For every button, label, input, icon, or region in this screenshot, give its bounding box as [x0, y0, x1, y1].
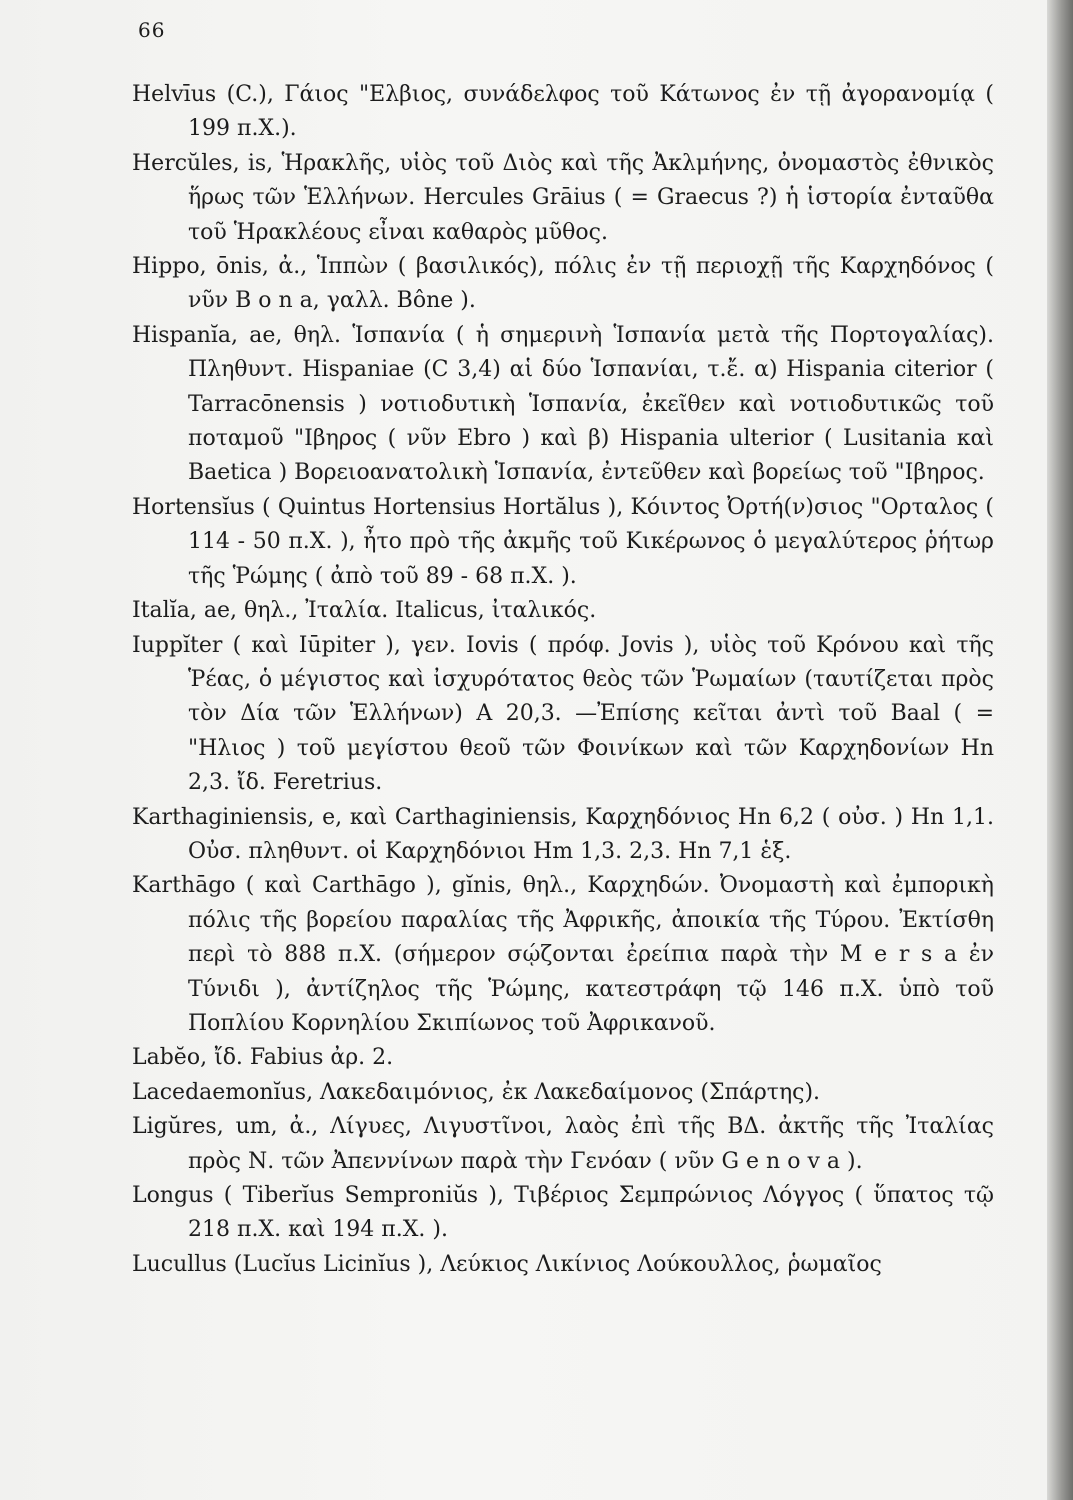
entry-karthaginiensis [132, 801, 994, 870]
entry-longus [132, 1179, 994, 1248]
entry-text: , ōnis, ἀ., Ἱππὼν ( βασιλικός), πόλις ἐν τῇ περιοχῇ τῆς Καρχηδόνος ( νῦν B o n a, γαλλ. Bône ). [188, 254, 994, 314]
entry-text: ( Quintus Hortensius Hortălus ), Κόιντος Ὀρτή(ν)σιος "Ορταλος ( 114 - 50 π.Χ. ), ἦτο πρὸ τῆς ἀκμῆς τοῦ Κικέρωνος ὁ μεγαλύτερος ῥήτωρ τῆς Ῥώμης ( ἀπὸ τοῦ 89 - 68 π.Χ. ). [188, 494, 994, 589]
entry-headword: Hippo [132, 254, 200, 280]
entry-hispania [132, 319, 994, 491]
glossary-entries [132, 78, 994, 1282]
entry-text: , is, Ἡρακλῆς, υἱὸς τοῦ Διὸς καὶ τῆς Ἀκλμήνης, ὀνομαστὸς ἐθνικὸς ἥρως τῶν Ἑλλήνων. Hercules Grāius ( = Graecus ?) ἡ ἱστορία ἐνταῦθα τοῦ Ἡρακλέους εἶναι καθαρὸς μῦθος. [188, 150, 994, 245]
entry-headword: Labĕo [132, 1045, 201, 1071]
entry-headword: Karthāgo [132, 873, 236, 899]
entry-headword: Longus [132, 1183, 214, 1208]
entry-text: ( καὶ Carthāgo ), gĭnis, θηλ., Καρχηδών. Ὀνομαστὴ καὶ ἐμπορικὴ πόλις τῆς βορείου παραλίας τῆς Ἀφρικῆς, ἀποικία τῆς Τύρου. Ἐκτίσθη περὶ τὸ 888 π.Χ. (σήμερον σῴζονται ἐρείπια παρὰ τὴν M e r s a ἐν Τύνιδι ), ἀντίζηλος τῆς Ῥώμης, κατεστράφη τῷ 146 π.Χ. ὑπὸ τοῦ Ποπλίου Κορνηλίου Σκιπίωνος τοῦ Ἀφρικανοῦ. [188, 873, 994, 1036]
entry-italia [132, 594, 994, 628]
page-number: 66 [138, 18, 166, 42]
entry-text: , ae, θηλ. Ἱσπανία ( ἡ σημερινὴ Ἱσπανία μετὰ τῆς Πορτογαλίας). Πληθυντ. Hispaniae (C 3,4) αἱ δύο Ἱσπανίαι, τ.ἔ. α) Hispania citerior ( Tarracōnensis ) νοτιοδυτικὴ Ἱσπανία, ἐκεῖθεν καὶ νοτιοδυτικῶς τοῦ ποταμοῦ "Ιβηρος ( νῦν Ebro ) καὶ β) Hispania ulterior ( Lusitania καὶ Baetica ) Βορειοανατολικὴ Ἱσπανία, ἐντεῦθεν καὶ βορείως τοῦ "Ιβηρος. [188, 322, 994, 486]
entry-text: , ae, θηλ., Ἰταλία. Italicus, ἰταλικός. [189, 598, 597, 624]
entry-headword: Karthaginiensis [132, 804, 308, 830]
entry-lacedaemonius [132, 1076, 994, 1110]
entry-text: (C.), Γάιος "Ελβιος, συνάδελφος τοῦ Κάτωνος ἐν τῇ ἀγορανομίᾳ ( 199 π.Χ.). [188, 82, 994, 142]
entry-headword: Ligŭres [132, 1114, 217, 1140]
entry-text: (Lucĭus Licinĭus ), Λεύκιος Λικίνιος Λούκουλλος, ῥωμαῖος [226, 1251, 882, 1277]
entry-headword: Hortensĭus [132, 494, 255, 520]
entry-lucullus [132, 1248, 994, 1282]
entry-karthago [132, 869, 994, 1041]
entry-headword: Iuppĭter [132, 632, 223, 658]
entry-ligures [132, 1110, 994, 1179]
entry-text: ( Tiberĭus Semproniŭs ), Τιβέριος Σεμπρώνιος Λόγγος ( ὕπατος τῷ 218 π.Χ. καὶ 194 π.Χ. ). [188, 1183, 994, 1243]
entry-text: , ἴδ. Fabius ἀρ. 2. [200, 1045, 394, 1071]
entry-headword: Hispanĭa [132, 322, 232, 348]
entry-headword: Italĭa [132, 598, 190, 624]
entry-text: , e, καὶ Carthaginiensis, Καρχηδόνιος Hn 6,2 ( οὐσ. ) Hn 1,1. Οὐσ. πληθυντ. οἱ Καρχηδόνιοι Hm 1,3. 2,3. Hn 7,1 ἑξ. [188, 804, 994, 864]
entry-iuppiter [132, 629, 994, 801]
entry-helvius [132, 78, 994, 147]
entry-headword: Hercŭles [132, 150, 233, 176]
entry-headword: Lucullus [132, 1251, 227, 1277]
entry-hippo [132, 250, 994, 319]
entry-text: , um, ἀ., Λίγυες, Λιγυστῖνοι, λαὸς ἐπὶ τῆς ΒΔ. ἀκτῆς τῆς Ἰταλίας πρὸς Ν. τῶν Ἀπεννίνων παρὰ τὴν Γενόαν ( νῦν G e n o v a ). [188, 1114, 994, 1174]
entry-headword: Lacedaemonĭus [132, 1079, 307, 1105]
entry-labeo [132, 1041, 994, 1075]
entry-text: , Λακεδαιμόνιος, ἐκ Λακεδαίμονος (Σπάρτης). [306, 1079, 821, 1105]
entry-headword: Helvīus [132, 82, 217, 107]
entry-hortensius [132, 491, 994, 594]
entry-text: ( καὶ Iūpiter ), γεν. Iovis ( πρόφ. Jovis ), υἱὸς τοῦ Κρόνου καὶ τῆς Ῥέας, ὁ μέγιστος καὶ ἰσχυρότατος θεὸς τῶν Ῥωμαίων (ταυτίζεται πρὸς τὸν Δία τῶν Ἑλλήνων) A 20,3. —Ἐπίσης κεῖται ἀντὶ τοῦ Baal ( = "Ηλιος ) τοῦ μεγίστου θεοῦ τῶν Φοινίκων καὶ τῶν Καρχηδονίων Hn 2,3. ἴδ. Feretrius. [188, 632, 994, 796]
page-edge-shadow [1047, 0, 1073, 1500]
entry-hercules [132, 147, 994, 250]
